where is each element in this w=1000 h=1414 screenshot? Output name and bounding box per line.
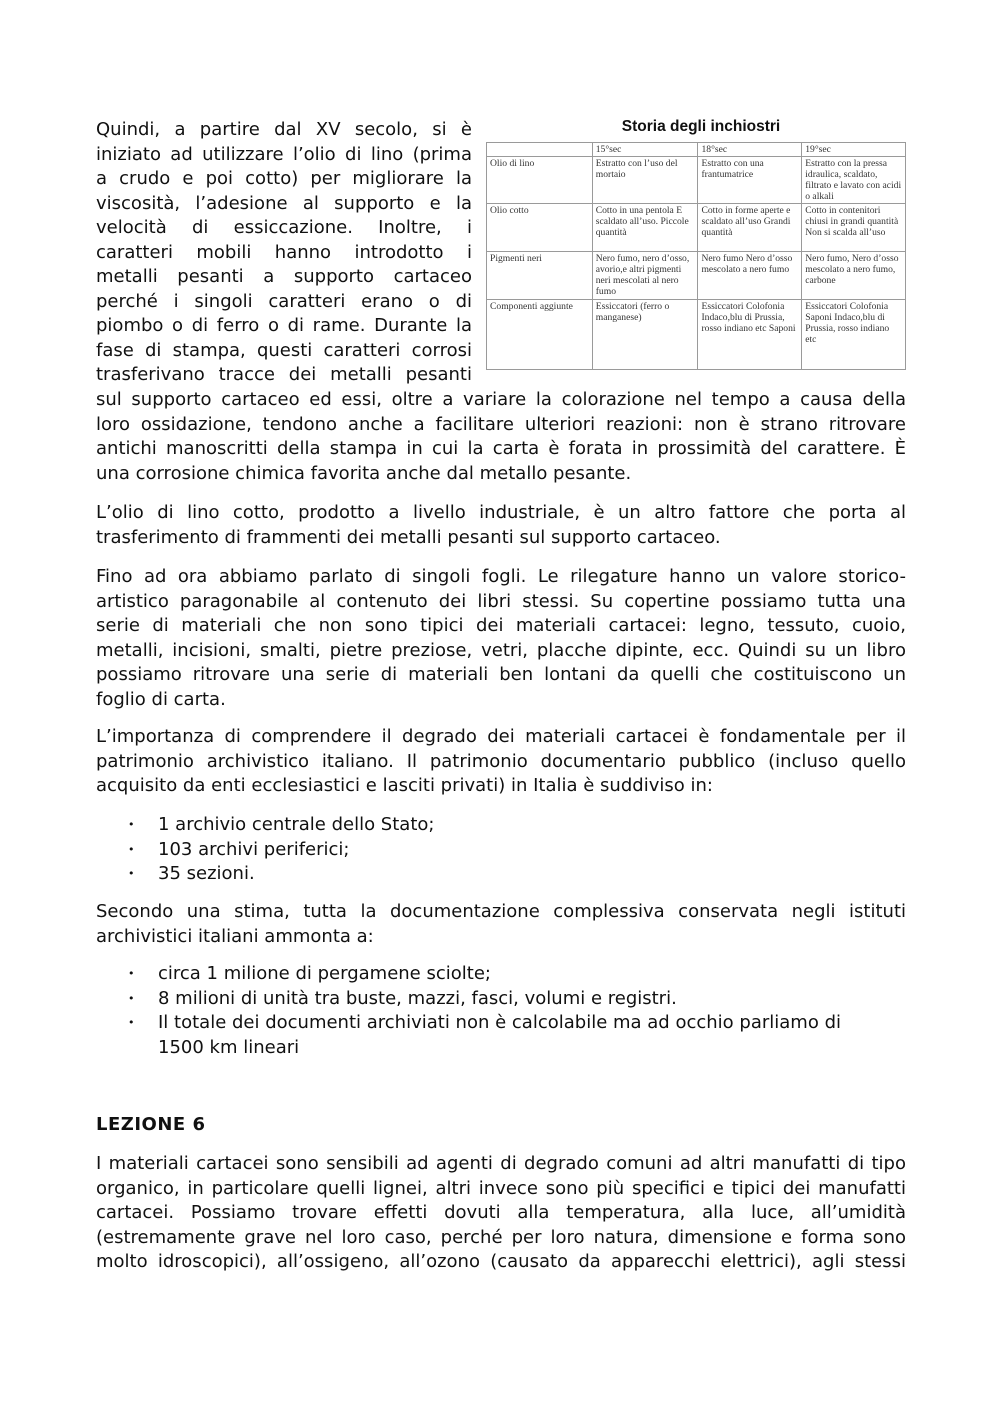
text-line: a crudo e poi cotto) per migliorare la bbox=[96, 168, 472, 189]
list-item-text: Il totale dei documenti archiviati non è calcolabile ma ad occhio parliamo di bbox=[158, 1012, 841, 1033]
table-cell: Estratto con l’uso del mortaio bbox=[592, 157, 698, 204]
text-line: possiamo ritrovare una serie di materiali ben lontani da quelli che costituiscono un bbox=[96, 664, 906, 685]
list-item: • circa 1 milione di pergamene sciolte; bbox=[128, 962, 898, 987]
table-cell: Nero fumo, Nero d’osso mescolato a nero fumo, carbone bbox=[802, 252, 906, 300]
text-line: I materiali cartacei sono sensibili ad agenti di degrado comuni ad altri manufatti di tipo bbox=[96, 1153, 906, 1174]
text-line: Secondo una stima, tutta la documentazione complessiva conservata negli istituti bbox=[96, 901, 906, 922]
text-line: Fino ad ora abbiamo parlato di singoli fogli. Le rilegature hanno un valore storico- bbox=[96, 566, 906, 587]
table-header-cell bbox=[487, 143, 593, 157]
table-cell: Olio di lino bbox=[487, 157, 593, 204]
list-item: • 35 sezioni. bbox=[128, 862, 434, 887]
list-item-text: 1500 km lineari bbox=[158, 1036, 300, 1058]
table-title: Storia degli inchiostri bbox=[621, 118, 781, 135]
table-cell: Essiccatori Colofonia Indaco,blu di Prussia, rosso indiano etc Saponi bbox=[698, 300, 802, 370]
text-line: iniziato ad utilizzare l’olio di lino (prima bbox=[96, 143, 472, 165]
paragraph bbox=[96, 1152, 906, 1275]
text-line: trasferivano tracce dei metalli pesanti bbox=[96, 364, 472, 385]
table-cell: Essiccatori (ferro o manganese) bbox=[592, 300, 698, 370]
estimate-list bbox=[128, 962, 898, 1060]
list-item: • 8 milioni di unità tra buste, mazzi, fasci, volumi e registri. bbox=[128, 987, 898, 1012]
text-line: antichi manoscritti della stampa in cui la carta è forata in prossimità del carattere. È bbox=[96, 438, 906, 459]
text-line: loro ossidazione, tendono anche a facilitare ulteriori reazioni: non è strano ritrovare bbox=[96, 413, 906, 435]
text-line: viscosità, l’adesione al supporto e la bbox=[96, 192, 472, 214]
list-item: • 103 archivi periferici; bbox=[128, 838, 434, 863]
text-line: trasferimento di frammenti dei metalli pesanti sul supporto cartaceo. bbox=[96, 526, 721, 548]
list-item bbox=[128, 1011, 898, 1060]
table-header-cell: 19°sec bbox=[802, 143, 906, 157]
text-line: organico, in particolare quelli lignei, altri invece sono più specifici e tipici dei manufatti bbox=[96, 1177, 906, 1199]
paragraph bbox=[96, 900, 906, 949]
text-line: fase di stampa, questi caratteri corrosi bbox=[96, 339, 472, 361]
table-cell: Olio cotto bbox=[487, 204, 593, 252]
table-row bbox=[487, 157, 906, 204]
text-line: L’importanza di comprendere il degrado dei materiali cartacei è fondamentale per il bbox=[96, 726, 906, 747]
text-line: perché i singoli caratteri erano o di bbox=[96, 290, 472, 312]
table-row bbox=[487, 300, 906, 370]
table-cell: Pigmenti neri bbox=[487, 252, 593, 300]
archive-list bbox=[128, 813, 434, 887]
text-line: artistico paragonabile al contenuto dei libri stessi. Su copertine possiamo tutta una bbox=[96, 590, 906, 612]
text-line: molto idroscopici), all’ossigeno, all’ozono (causato da apparecchi elettrici), agli stessi bbox=[96, 1251, 906, 1272]
text-line: foglio di carta. bbox=[96, 688, 226, 710]
paragraph bbox=[96, 501, 906, 550]
intro-paragraph bbox=[96, 118, 472, 388]
table-row bbox=[487, 204, 906, 252]
table-cell: Componenti aggiunte bbox=[487, 300, 593, 370]
table-header-cell: 15°sec bbox=[592, 143, 698, 157]
text-line: metalli, incisioni, smalti, pietre preziose, vetri, placche dipinte, ecc. Quindi su un libro bbox=[96, 639, 906, 661]
text-line: piombo o di ferro o di rame. Durante la bbox=[96, 315, 472, 336]
text-line: archivistici italiani ammonta a: bbox=[96, 925, 374, 947]
table-header-row bbox=[487, 143, 906, 157]
table-cell: Cotto in contenitori chiusi in grandi quantità Non si scalda all’uso bbox=[802, 204, 906, 252]
table-cell: Essiccatori Colofonia Saponi Indaco,blu di Prussia, rosso indiano etc bbox=[802, 300, 906, 370]
text-line: acquisito da enti ecclesiastici e lasciti privati) in Italia è suddiviso in: bbox=[96, 775, 713, 796]
text-line: serie di materiali che non sono tipici dei materiali cartacei: legno, tessuto, cuoio, bbox=[96, 615, 906, 636]
table-cell: Nero fumo Nero d’osso mescolato a nero fumo bbox=[698, 252, 802, 300]
text-line: patrimonio archivistico italiano. Il patrimonio documentario pubblico (incluso quello bbox=[96, 750, 906, 772]
text-line: sul supporto cartaceo ed essi, oltre a variare la colorazione nel tempo a causa della bbox=[96, 389, 906, 410]
text-line: (estremamente grave nel loro caso, perché per loro natura, dimensione e forma sono bbox=[96, 1226, 906, 1248]
text-line: Quindi, a partire dal XV secolo, si è bbox=[96, 119, 472, 140]
table-row bbox=[487, 252, 906, 300]
table-cell: Cotto in una pentola E scaldato all’uso. Piccole quantità bbox=[592, 204, 698, 252]
intro-continuation bbox=[96, 388, 906, 486]
text-line: velocità di essiccazione. Inoltre, i bbox=[96, 217, 472, 238]
ink-history-table bbox=[486, 142, 906, 370]
ink-history-figure bbox=[486, 114, 906, 370]
text-line: L’olio di lino cotto, prodotto a livello industriale, è un altro fattore che porta al bbox=[96, 502, 906, 523]
table-cell: Estratto con la pressa idraulica, scaldato, filtrato e lavato con acidi o alkali bbox=[802, 157, 906, 204]
text-line: una corrosione chimica favorita anche dal metallo pesante. bbox=[96, 462, 632, 484]
table-cell: Nero fumo, nero d’osso, avorio,e altri pigmenti neri mescolati al nero fumo bbox=[592, 252, 698, 300]
table-cell: Estratto con una frantumatrice bbox=[698, 157, 802, 204]
paragraph bbox=[96, 725, 906, 799]
section-heading: LEZIONE 6 bbox=[96, 1114, 206, 1135]
paragraph bbox=[96, 565, 906, 712]
list-item: • 1 archivio centrale dello Stato; bbox=[128, 813, 434, 838]
text-line: caratteri mobili hanno introdotto i bbox=[96, 241, 472, 263]
table-header-cell: 18°sec bbox=[698, 143, 802, 157]
table-cell: Cotto in forme aperte e scaldato all’uso Grandi quantità bbox=[698, 204, 802, 252]
text-line: cartacei. Possiamo trovare effetti dovuti alla temperatura, alla luce, all’umidità bbox=[96, 1202, 906, 1223]
text-line: metalli pesanti a supporto cartaceo bbox=[96, 266, 472, 287]
